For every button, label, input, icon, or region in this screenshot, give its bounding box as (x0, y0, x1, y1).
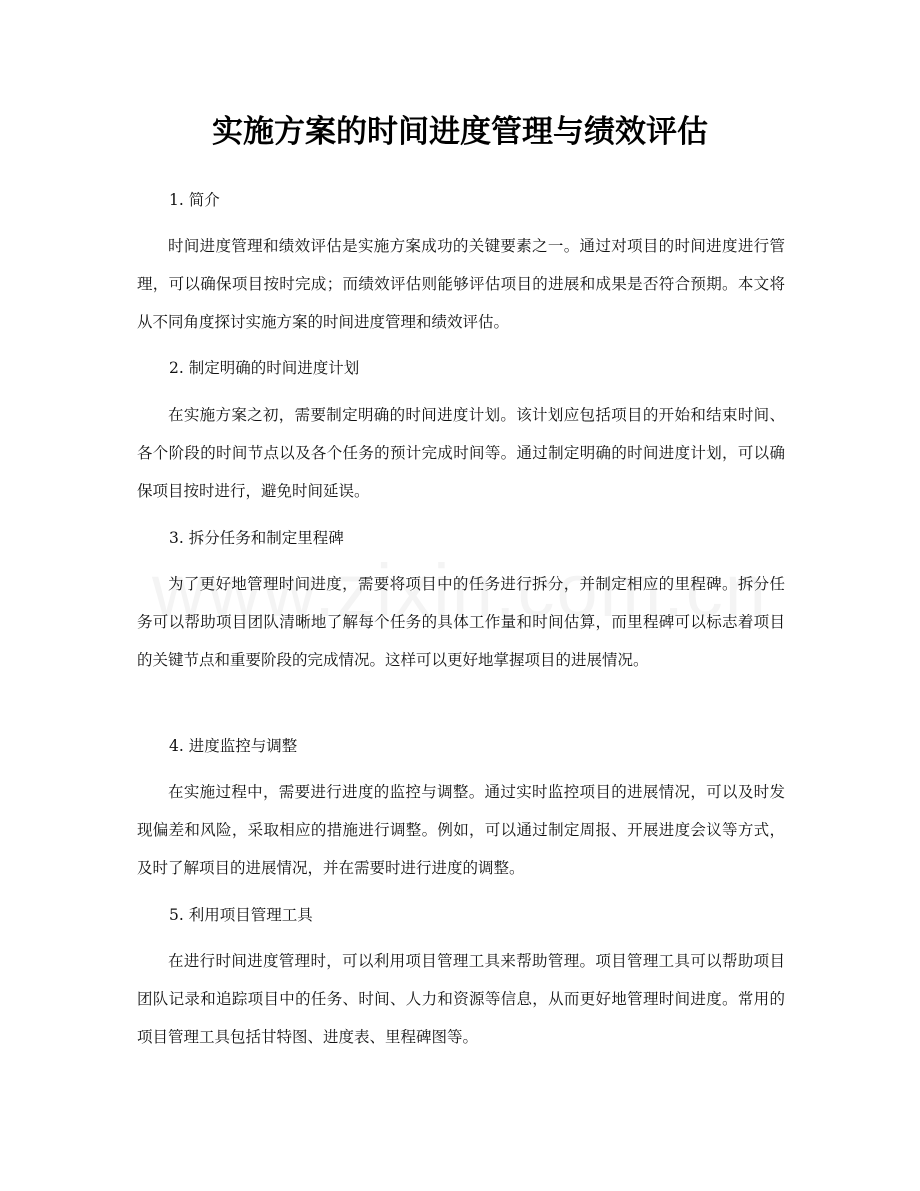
section-paragraph-schedule-plan: 在实施方案之初，需要制定明确的时间进度计划。该计划应包括项目的开始和结束时间、各个阶段的时间节点以及各个任务的预计完成时间等。通过制定明确的时间进度计划，可以确保项目按时进行，避免时间延误。 (137, 406, 785, 500)
section-paragraph-tools: 在进行时间进度管理时，可以利用项目管理工具来帮助管理。项目管理工具可以帮助项目团队记录和追踪项目中的任务、时间、人力和资源等信息，从而更好地管理时间进度。常用的项目管理工具包括甘特图、进度表、里程碑图等。 (137, 952, 785, 1046)
section-paragraph-monitoring: 在实施过程中，需要进行进度的监控与调整。通过实时监控项目的进展情况，可以及时发现偏差和风险，采取相应的措施进行调整。例如，可以通过制定周报、开展进度会议等方式，及时了解项目的进展情况，并在需要时进行进度的调整。 (137, 783, 785, 877)
section-heading-schedule-plan: 2. 制定明确的时间进度计划 (169, 359, 360, 377)
page-title: 实施方案的时间进度管理与绩效评估 (212, 114, 708, 150)
section-heading-tools: 5. 利用项目管理工具 (169, 906, 313, 924)
section-paragraph-intro: 时间进度管理和绩效评估是实施方案成功的关键要素之一。通过对项目的时间进度进行管理，可以确保项目按时完成；而绩效评估则能够评估项目的进展和成果是否符合预期。本文将从不同角度探讨实施方案的时间进度管理和绩效评估。 (137, 237, 785, 331)
section-heading-milestones: 3. 拆分任务和制定里程碑 (169, 529, 344, 547)
section-paragraph-milestones: 为了更好地管理时间进度，需要将项目中的任务进行拆分，并制定相应的里程碑。拆分任务可以帮助项目团队清晰地了解每个任务的具体工作量和时间估算，而里程碑可以标志着项目的关键节点和重要阶段的完成情况。这样可以更好地掌握项目的进展情况。 (137, 575, 785, 669)
section-heading-intro: 1. 简介 (169, 191, 220, 209)
section-heading-monitoring: 4. 进度监控与调整 (169, 737, 298, 755)
